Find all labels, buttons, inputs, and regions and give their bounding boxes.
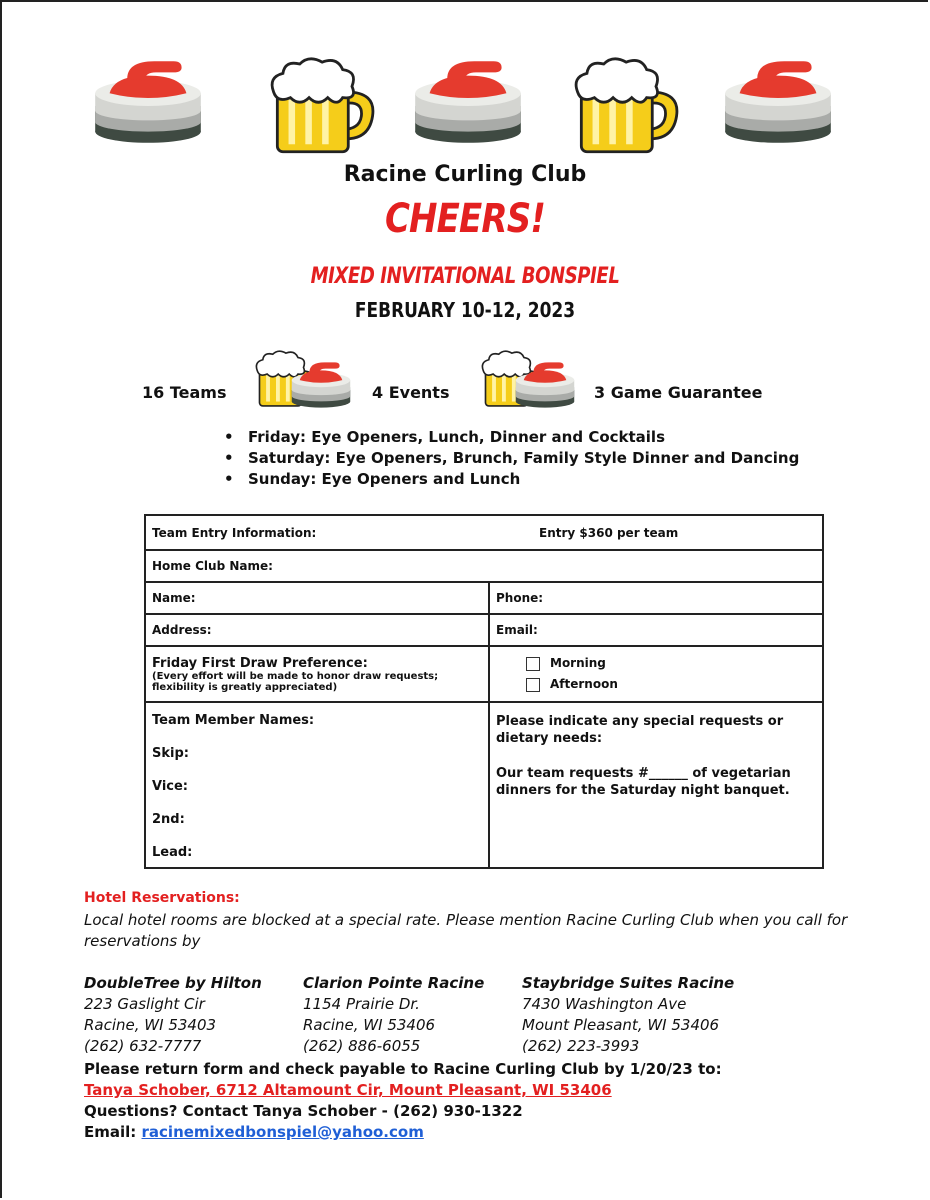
mailing-address-link[interactable]: Tanya Schober, 6712 Altamount Cir, Mount Pleasant, WI 53406: [84, 1081, 612, 1099]
team-members-cell: [145, 702, 489, 868]
vice-field[interactable]: Vice:: [152, 779, 189, 794]
curling-stone-icon: [722, 48, 834, 156]
hotel-street: 223 Gaslight Cir: [84, 995, 205, 1013]
hotel-name: Staybridge Suites Racine: [522, 974, 735, 992]
checkbox[interactable]: [526, 657, 540, 671]
home-club-field[interactable]: [145, 550, 823, 582]
team-members-label: Team Member Names:: [152, 713, 315, 728]
curling-stone-icon: [290, 360, 352, 410]
teams-count: 16 Teams: [142, 383, 227, 402]
headline: CHEERS!: [384, 196, 546, 242]
skip-field[interactable]: Skip:: [152, 746, 189, 761]
hotel-phone: (262) 632-7777: [84, 1037, 202, 1055]
draw-option-morning[interactable]: [496, 653, 816, 674]
lead-field[interactable]: Lead:: [152, 845, 193, 860]
hotel-intro: Local hotel rooms are blocked at a special rate. Please mention Racine Curling Club when you call for reservations by: [84, 911, 848, 950]
events-count: 4 Events: [372, 383, 450, 402]
checkbox[interactable]: [526, 678, 540, 692]
curling-stone-icon: [514, 360, 576, 410]
draw-option-label: Morning: [550, 656, 606, 670]
draw-option-afternoon[interactable]: [496, 674, 816, 695]
event-dates: FEBRUARY 10-12, 2023: [354, 298, 576, 322]
return-instructions: [84, 1059, 722, 1143]
second-field[interactable]: 2nd:: [152, 812, 185, 827]
schedule-item: • Friday: Eye Openers, Lunch, Dinner and Cocktails: [222, 427, 799, 448]
home-club-label: Home Club Name:: [152, 559, 273, 573]
draw-preference-label: Friday First Draw Preference:: [152, 655, 368, 671]
hotel-city: Racine, WI 53403: [84, 1016, 217, 1034]
curling-stone-icon: [92, 48, 204, 156]
event-title: MIXED INVITATIONAL BONSPIEL: [310, 264, 620, 289]
hotel-name: DoubleTree by Hilton: [84, 974, 262, 992]
team-entry-label: Team Entry Information:: [152, 525, 317, 540]
name-field[interactable]: [145, 582, 489, 614]
beer-mug-icon: [268, 52, 380, 160]
hotel-phone: (262) 886-6055: [303, 1037, 421, 1055]
draw-preference-note: (Every effort will be made to honor draw requests; flexibility is greatly appreciated): [152, 670, 439, 693]
hotel-street: 7430 Washington Ave: [522, 995, 687, 1013]
phone-field[interactable]: [489, 582, 823, 614]
curling-stone-icon: [412, 48, 524, 156]
hotel-listing: [522, 973, 734, 1057]
hotel-city: Mount Pleasant, WI 53406: [522, 1016, 720, 1034]
email-line: [84, 1122, 722, 1143]
draw-option-label: Afternoon: [550, 677, 618, 691]
special-requests-text: Please indicate any special requests or dietary needs:: [496, 714, 784, 746]
hotel-listing: [84, 973, 262, 1057]
schedule-item: • Sunday: Eye Openers and Lunch: [222, 469, 799, 490]
draw-options-cell: [489, 646, 823, 702]
entry-form: [144, 514, 824, 869]
email-field[interactable]: [489, 614, 823, 646]
draw-preference-cell: [145, 646, 489, 702]
hotel-section-title: Hotel Reservations:: [84, 890, 240, 906]
return-text: Please return form and check payable to Racine Curling Club by 1/20/23 to:: [84, 1060, 722, 1078]
schedule-item: • Saturday: Eye Openers, Brunch, Family Style Dinner and Dancing: [222, 448, 799, 469]
address-label: Address:: [152, 623, 212, 637]
hotel-name: Clarion Pointe Racine: [303, 974, 485, 992]
schedule-list: [222, 427, 799, 490]
team-entry-row: [145, 515, 823, 550]
hotel-phone: (262) 223-3993: [522, 1037, 640, 1055]
email-label: Email:: [496, 623, 538, 637]
club-name: Racine Curling Club: [343, 162, 587, 187]
hotel-city: Racine, WI 53406: [303, 1016, 436, 1034]
questions-contact: Questions? Contact Tanya Schober - (262) 930-1322: [84, 1102, 523, 1120]
email-line-label: Email:: [84, 1123, 137, 1141]
special-requests-cell[interactable]: [489, 702, 823, 868]
beer-mug-icon: [572, 52, 684, 160]
contact-email-link[interactable]: racinemixedbonspiel@yahoo.com: [141, 1123, 424, 1141]
entry-fee: Entry $360 per team: [539, 525, 679, 540]
game-guarantee: 3 Game Guarantee: [594, 383, 763, 402]
hotel-street: 1154 Prairie Dr.: [303, 995, 420, 1013]
name-label: Name:: [152, 591, 196, 605]
phone-label: Phone:: [496, 591, 544, 605]
hotel-listing: [303, 973, 484, 1057]
vegetarian-request-text: Our team requests #______ of vegetarian dinners for the Saturday night banquet.: [496, 766, 791, 798]
address-field[interactable]: [145, 614, 489, 646]
